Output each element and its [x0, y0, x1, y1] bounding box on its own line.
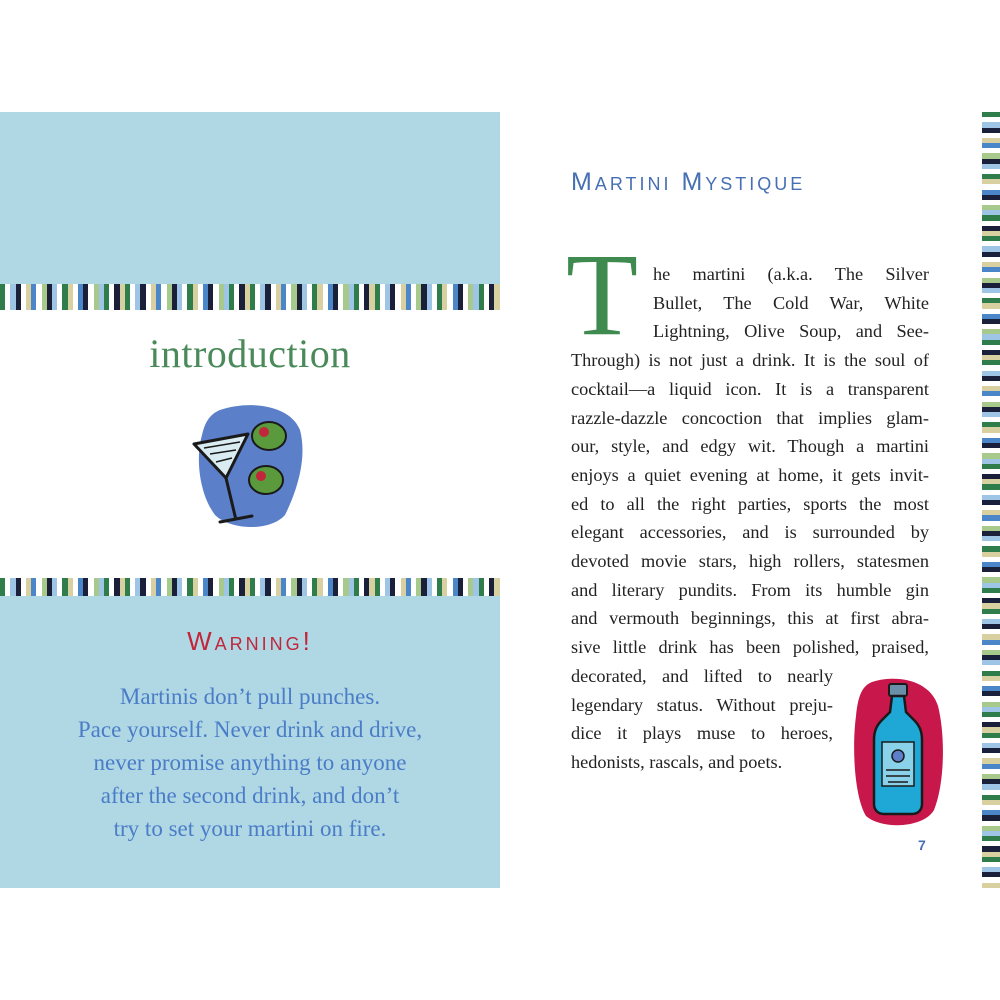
- warning-line: Martinis don’t pull punches.: [119, 684, 381, 709]
- paragraph-line: decorated, and lifted to nearly: [571, 665, 833, 686]
- paragraph-line: razzle-dazzle concoction that implies glam-: [571, 407, 929, 428]
- page-title: Martini Mystique: [571, 168, 806, 196]
- drop-cap: T: [566, 229, 639, 360]
- paragraph-line: and literary pundits. From its humble gin: [571, 579, 929, 600]
- gin-bottle-icon: [852, 676, 944, 828]
- stripe-segment: [494, 284, 499, 310]
- warning-line: Pace yourself. Never drink and drive,: [77, 717, 423, 742]
- paragraph-line: our, style, and edgy wit. Though a martini: [571, 436, 929, 457]
- paragraph-line: devoted movie stars, high rollers, statesmen: [571, 551, 929, 572]
- paragraph-line: dice it plays muse to heroes,: [571, 723, 833, 744]
- paragraph-line: hedonists, rascals, and poets.: [571, 751, 783, 772]
- martini-glass-with-olives-icon: [190, 400, 305, 530]
- paragraph-line: elegant accessories, and is surrounded by: [571, 522, 929, 543]
- page-number: 7: [918, 837, 926, 853]
- paragraph-line: Through) is not just a drink. It is the soul of: [571, 350, 929, 371]
- paragraph-line: Lightning, Olive Soup, and See-: [653, 321, 929, 342]
- warning-line: never promise anything to anyone: [93, 750, 407, 775]
- warning-text: [60, 680, 440, 845]
- paragraph-line: enjoys a quiet evening at home, it gets invit-: [571, 464, 929, 485]
- left-page: [0, 112, 500, 888]
- decorative-stripe-border-right: [982, 112, 1000, 888]
- paragraph-line: legendary status. Without preju-: [571, 694, 833, 715]
- stripe-segment: [982, 883, 1000, 888]
- paragraph-line: and vermouth beginnings, this at first abra-: [571, 608, 929, 629]
- warning-line: try to set your martini on fire.: [113, 816, 387, 841]
- warning-line: after the second drink, and don’t: [100, 783, 400, 808]
- decorative-stripe-band-top: [0, 284, 500, 310]
- warning-title: Warning!: [187, 626, 313, 656]
- paragraph-line: he martini (a.k.a. The Silver: [653, 264, 929, 284]
- top-blue-panel: [0, 112, 500, 284]
- paragraph-line: cocktail—a liquid icon. It is a transparent: [571, 378, 929, 399]
- section-title: introduction: [149, 331, 351, 376]
- paragraph-line: ed to all the right parties, sports the most: [571, 493, 929, 514]
- paragraph-line: Bullet, The Cold War, White: [653, 292, 929, 313]
- paragraph-line: sive little drink has been polished, praised,: [571, 637, 929, 658]
